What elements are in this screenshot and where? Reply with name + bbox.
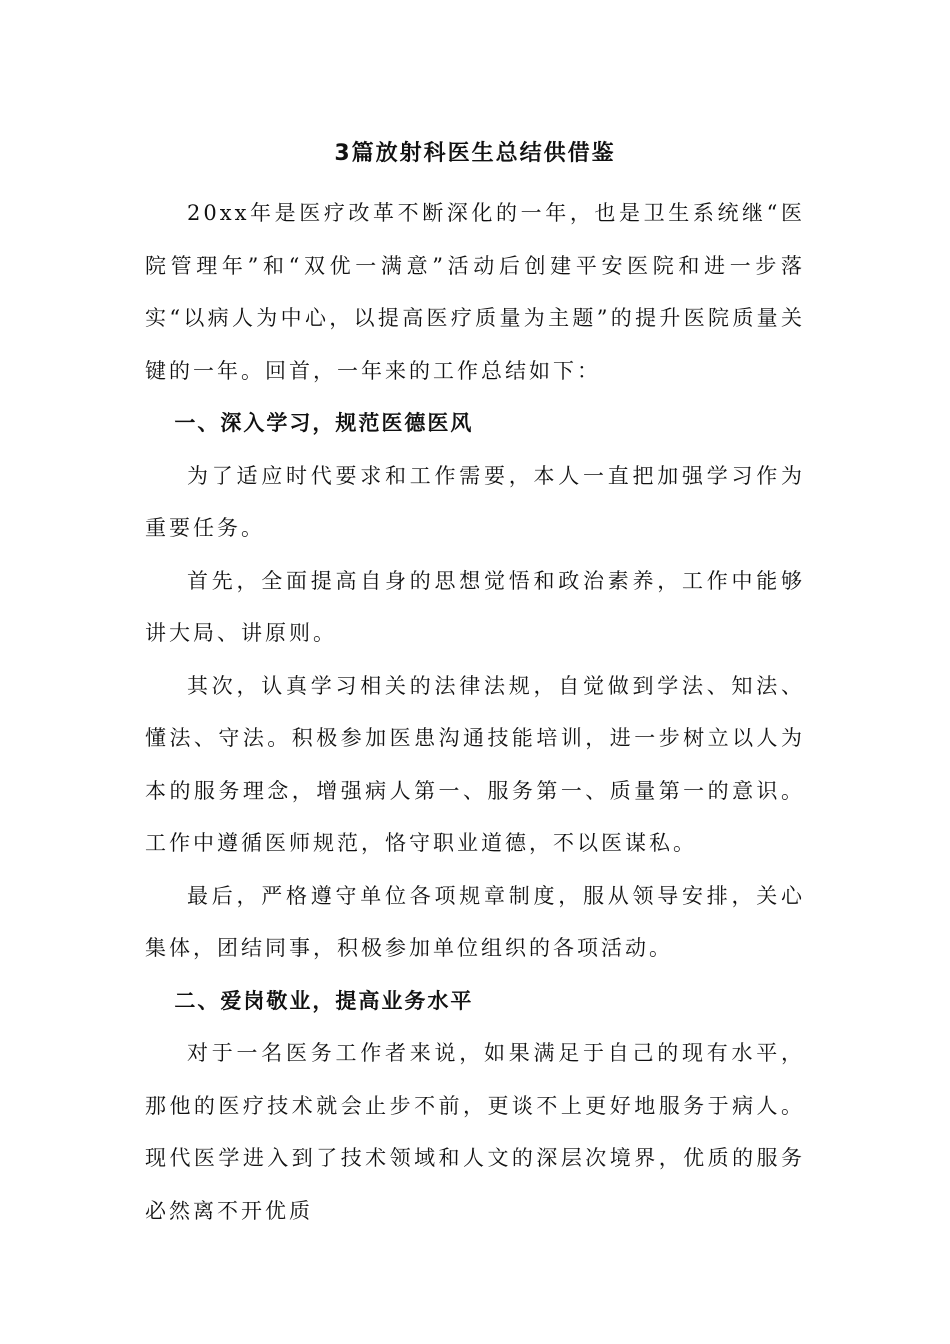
section1-paragraph-2: 首先，全面提高自身的思想觉悟和政治素养，工作中能够讲大局、讲原则。 <box>145 568 805 645</box>
section2-paragraph-1: 对于一名医务工作者来说，如果满足于自己的现有水平，那他的医疗技术就会止步不前，更谈不上更好地服务于病人。现代医学进入到了技术领域和人文的深层次境界，优质的服务必然离不开优质 <box>145 1041 805 1223</box>
document-title: 3篇放射科医生总结供借鉴 <box>334 141 616 166</box>
section-heading-1: 一、深入学习，规范医德医风 <box>174 411 474 435</box>
intro-paragraph: 20xx年是医疗改革不断深化的一年，也是卫生系统继“医院管理年”和“双优一满意”活动后创建平安医院和进一步落实“以病人为中心，以提高医疗质量为主题”的提升医院质量关键的一年。回首，一年来的工作总结如下： <box>145 201 805 383</box>
section1-paragraph-4: 最后，严格遵守单位各项规章制度，服从领导安排，关心集体，团结同事，积极参加单位组织的各项活动。 <box>145 883 805 960</box>
section1-paragraph-1: 为了适应时代要求和工作需要，本人一直把加强学习作为重要任务。 <box>145 463 805 540</box>
document-body <box>145 187 805 1237</box>
section1-paragraph-3: 其次，认真学习相关的法律法规，自觉做到学法、知法、懂法、守法。积极参加医患沟通技能培训，进一步树立以人为本的服务理念，增强病人第一、服务第一、质量第一的意识。工作中遵循医师规范，恪守职业道德，不以医谋私。 <box>145 673 805 855</box>
section-heading-2: 二、爱岗敬业，提高业务水平 <box>174 988 474 1013</box>
